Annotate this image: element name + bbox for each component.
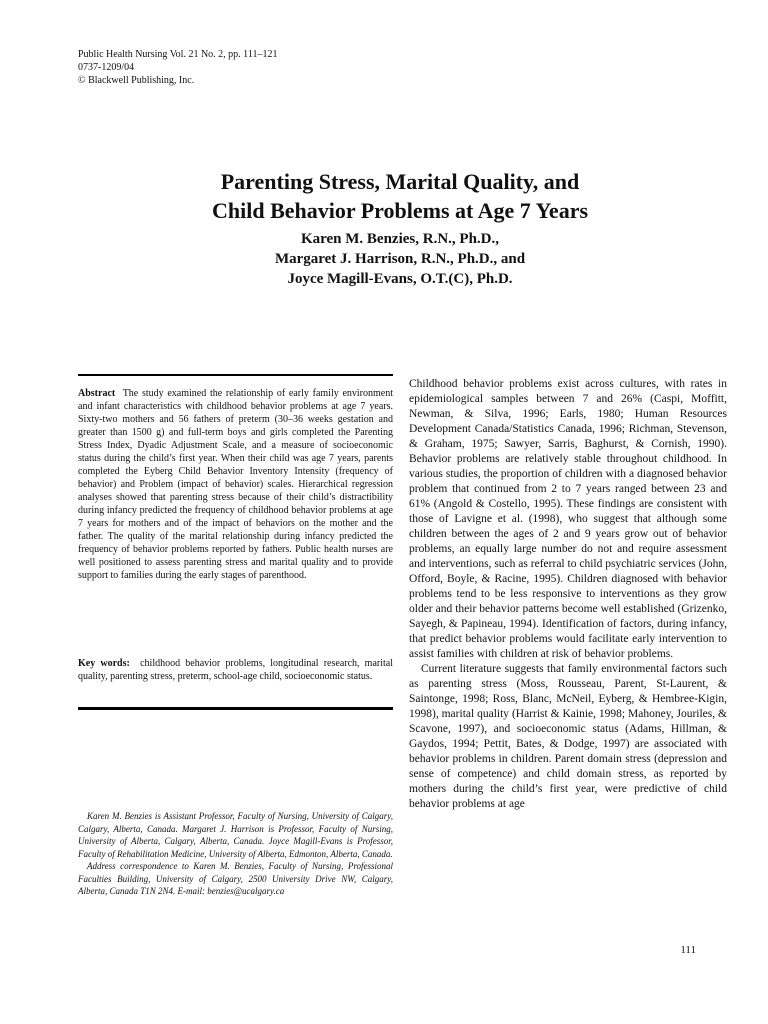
body-paragraph-1: Childhood behavior problems exist across cultures, with rates in epidemiological samples between 7 and 26% (Caspi, Moffitt, Newman, & Silva, 1996; Earls, 1980; Human Resources Development Canada/Statistics Canada, 1996; Richman, Stevenson, & Graham, 1975; Sawyer, Sarris, Baghurst, & Cornish, 1990). Behavior problems are relatively stable throughout childhood. In various studies, the proportion of children with a diagnosed behavior problem that continued from 2 to 7 years ranged between 23 and 61% (Angold & Costello, 1995). These findings are consistent with those of Lavigne et al. (1998), who suggest that although some children between the ages of 2 and 9 years grow out of behavior problems, an equally large number do not and require assessment and interventions, such as referral to child psychiatric services (John, Offord, Boyle, & Racine, 1995). Children diagnosed with behavior problems tend to be less responsive to interventions as they grow older and their behavior patterns become well established (Grizenko, Sayegh, & Papineau, 1994). Identification of factors, during infancy, that predict behavior problems would facilitate early intervention to assist families with children at risk of behavior problems. bbox=[409, 378, 727, 660]
body-text-column bbox=[409, 377, 727, 812]
abstract-text: The study examined the relationship of early family environment and infant characteristics with childhood behavior problems at age 7 years. Sixty-two mothers and 56 fathers of preterm (30–36 weeks gestation and greater than 1500 g) and full-term boys and girls completed the Parenting Stress Index, Dyadic Adjustment Scale, and a measure of socioeconomic status during the child’s first year. When their child was age 7 years, parents completed the Eyberg Child Behavior Inventory Intensity (frequency of behavior) and Problem (impact of behavior) scales. Hierarchical regression analyses showed that parenting stress because of their child’s distractibility during infancy predicted the frequency of childhood behavior problems at age 7 years for mothers and of the impact of behaviors on the mother and the father. The quality of the marital relationship during infancy predicted the frequency of behavior problems reported by fathers. Public health nurses are well positioned to assess parenting stress and marital quality and to provide support to families during the early stages of parenthood. bbox=[78, 388, 394, 581]
title-line-1: Parenting Stress, Marital Quality, and bbox=[220, 169, 580, 194]
author-list bbox=[0, 229, 768, 289]
abstract bbox=[78, 387, 393, 582]
abstract-bottom-rule bbox=[78, 707, 393, 710]
journal-header bbox=[78, 48, 277, 87]
abstract-label: Abstract bbox=[78, 388, 116, 399]
article-title bbox=[0, 167, 768, 225]
keywords-label: Key words: bbox=[78, 658, 130, 669]
body-paragraph-2: Current literature suggests that family environmental factors such as parenting stress (Moss, Rousseau, Parent, St-Laurent, & Saintonge, 1998; Ross, Blanc, McNeil, Eyberg, & Hembree-Kigin, 1998), marital quality (Harrist & Kainie, 1998; Mahoney, Jouriles, & Scavone, 1997), and socioeconomic status (Adams, Hillman, & Gaydos, 1994; Pettit, Bates, & Dodge, 1997) are associated with behavior problems in children. Parent domain stress (depression and sense of competence) and child domain stress, as reported by mothers during the child’s first year, were predictive of child behavior problems at age bbox=[409, 663, 727, 810]
author-line-1: Karen M. Benzies, R.N., Ph.D., bbox=[300, 231, 500, 247]
keywords-text: childhood behavior problems, longitudinal research, marital quality, parenting stress, preterm, school-age child, socioeconomic status. bbox=[78, 658, 393, 682]
correspondence-paragraph: Address correspondence to Karen M. Benzies, Faculty of Nursing, Professional Faculties Building, University of Calgary, 2500 University Drive NW, Calgary, Alberta, Canada T1N 2N4. E-mail: benzies@ucalgary.ca bbox=[78, 861, 393, 896]
journal-citation: Public Health Nursing Vol. 21 No. 2, pp. 111–121 bbox=[78, 49, 278, 60]
affiliations-paragraph: Karen M. Benzies is Assistant Professor, Faculty of Nursing, University of Calgary, Calgary, Alberta, Canada. Margaret J. Harrison is Professor, Faculty of Nursing, University of Alberta, Calgary, Alberta, Canada. Joyce Magill-Evans is Professor, Faculty of Rehabilitation Medicine, University of Alberta, Edmonton, Alberta, Canada. bbox=[78, 811, 393, 859]
publisher: © Blackwell Publishing, Inc. bbox=[78, 75, 195, 86]
title-line-2: Child Behavior Problems at Age 7 Years bbox=[211, 198, 589, 223]
keywords bbox=[78, 657, 393, 683]
abstract-top-rule bbox=[78, 374, 393, 376]
page-number: 111 bbox=[680, 944, 696, 956]
author-line-2: Margaret J. Harrison, R.N., Ph.D., and bbox=[274, 251, 526, 267]
issn: 0737-1209/04 bbox=[78, 62, 135, 73]
author-line-3: Joyce Magill-Evans, O.T.(C), Ph.D. bbox=[287, 271, 513, 287]
author-affiliations-footnote bbox=[78, 810, 393, 898]
